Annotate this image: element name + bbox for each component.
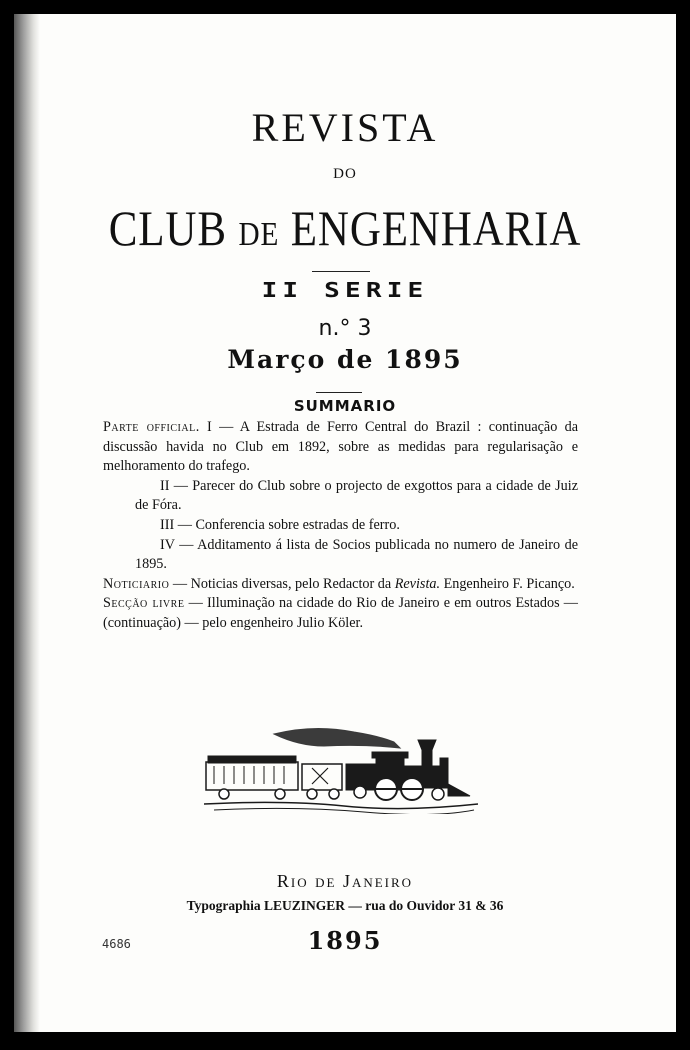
de-word: DE — [238, 216, 280, 253]
divider — [312, 271, 370, 272]
toc-entry: IV — Additamento á lista de Socios publicada no numero de Janeiro de 1895. — [135, 536, 578, 573]
summary-heading: SUMMARIO — [293, 397, 397, 415]
toc-section-label: Parte official. — [103, 419, 200, 435]
cover-page — [14, 14, 676, 1032]
engenharia-word: ENGENHARIA — [290, 200, 582, 256]
toc-entry-text: — Illuminação na cidade do Rio de Janeiro e em outros Estados — (continuação) — pelo engenheiro Julio Köler. — [103, 595, 578, 631]
divider — [316, 392, 362, 393]
toc-entry-text: I — A Estrada de Ferro Central do Brazil : continuação da discussão havida no Club em 1892, sobre as medidas para regularisação e melhoramento do trafego. — [103, 419, 578, 475]
toc-entry: II — Parecer do Club sobre o projecto de exgottos para a cidade de Juiz de Fóra. — [135, 477, 578, 514]
journal-title-club — [60, 199, 629, 257]
toc-entry-noticiario — [103, 575, 578, 595]
imprint-year: 1895 — [307, 926, 383, 955]
table-of-contents — [103, 418, 578, 634]
toc-section-label: Secção livre — [103, 595, 185, 612]
issue-date: Março de 1895 — [227, 345, 463, 374]
toc-section-label: Noticiario — [103, 575, 170, 592]
toc-entry-seccao — [103, 594, 578, 633]
toc-entry: III — Conferencia sobre estradas de ferro. — [160, 516, 400, 533]
imprint-printer: Typographia LEUZINGER — rua do Ouvidor 31 & 36 — [186, 898, 504, 913]
club-word: CLUB — [108, 200, 227, 256]
imprint-city: Rio de Janeiro — [276, 871, 414, 891]
journal-title-revista: REVISTA — [251, 105, 439, 150]
journal-title-do: DO — [333, 166, 357, 182]
steam-locomotive-icon — [204, 726, 478, 814]
series-label: II SERIE — [261, 278, 429, 302]
toc-entry-official — [103, 418, 578, 477]
toc-entry-text: Engenheiro F. Picanço. — [440, 575, 575, 592]
toc-italic-title: Revista. — [394, 575, 441, 592]
toc-entry-text: — Noticias diversas, pelo Redactor da — [169, 575, 395, 592]
issue-number: n.° 3 — [318, 316, 372, 341]
library-stamp-number: 4686 — [102, 937, 131, 951]
